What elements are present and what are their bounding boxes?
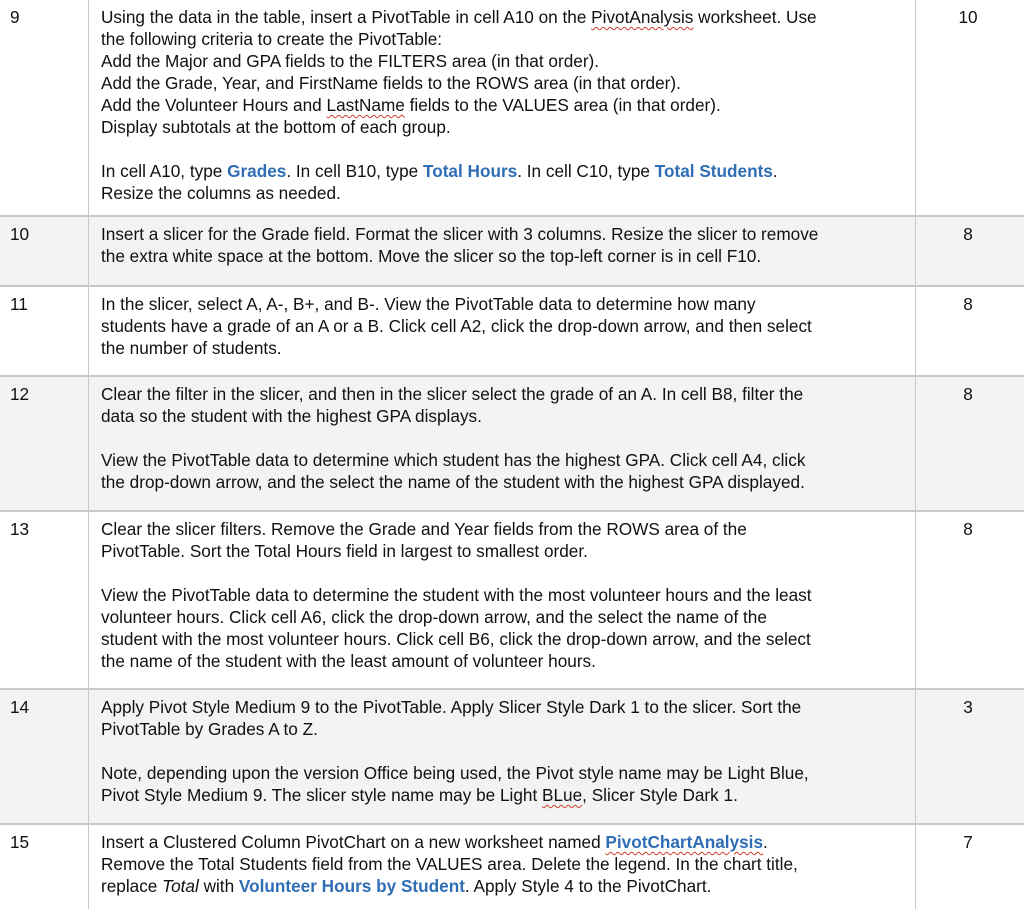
step-description bbox=[89, 824, 916, 909]
spellcheck-word: LastName bbox=[326, 95, 405, 115]
text-line: Apply Pivot Style Medium 9 to the PivotTable. Apply Slicer Style Dark 1 to the slicer. Sort the bbox=[101, 697, 802, 717]
step-number: 15 bbox=[0, 824, 89, 909]
text-line: volunteer hours. Click cell A6, click the drop-down arrow, and the select the name of the bbox=[101, 607, 767, 627]
step-points: 3 bbox=[963, 697, 973, 717]
step-points: 10 bbox=[958, 7, 978, 27]
text-line: Add the Grade, Year, and FirstName fields to the ROWS area (in that order). bbox=[101, 73, 681, 93]
table-row bbox=[0, 376, 1024, 511]
typed-value: PivotChartAnalysis bbox=[605, 832, 764, 852]
step-number: 10 bbox=[0, 216, 89, 286]
text-line: Clear the slicer filters. Remove the Grade and Year fields from the ROWS area of the bbox=[101, 519, 747, 539]
text-line: In cell A10, type Grades. In cell B10, type Total Hours. In cell C10, type Total Students. bbox=[101, 161, 778, 181]
typed-value: Total Hours bbox=[422, 161, 518, 181]
typed-value: Volunteer Hours by Student bbox=[238, 876, 465, 896]
step-points: 8 bbox=[963, 519, 973, 539]
text-line: the extra white space at the bottom. Move the slicer so the top-left corner is in cell F10. bbox=[101, 246, 762, 266]
table-row bbox=[0, 824, 1024, 909]
italic-word: Total bbox=[162, 876, 199, 896]
text-line: Display subtotals at the bottom of each group. bbox=[101, 117, 451, 137]
table-row bbox=[0, 0, 1024, 216]
text-line: data so the student with the highest GPA displays. bbox=[101, 406, 482, 426]
text-line: the number of students. bbox=[101, 338, 282, 358]
table-row bbox=[0, 689, 1024, 824]
text-line: Add the Volunteer Hours and LastName fields to the VALUES area (in that order). bbox=[101, 95, 721, 115]
step-number: 14 bbox=[0, 689, 89, 824]
text-line: replace Total with Volunteer Hours by Student. Apply Style 4 to the PivotChart. bbox=[101, 876, 712, 896]
text-line: In the slicer, select A, A-, B+, and B-. View the PivotTable data to determine how many bbox=[101, 294, 756, 314]
text-line: Using the data in the table, insert a PivotTable in cell A10 on the PivotAnalysis worksheet. Use bbox=[101, 7, 817, 27]
text-line: the following criteria to create the PivotTable: bbox=[101, 29, 443, 49]
step-points: 8 bbox=[963, 384, 973, 404]
step-description bbox=[89, 376, 916, 511]
step-number: 13 bbox=[0, 511, 89, 689]
text-line: Insert a Clustered Column PivotChart on a new worksheet named PivotChartAnalysis. bbox=[101, 832, 768, 852]
table-row bbox=[0, 216, 1024, 286]
step-points: 7 bbox=[963, 832, 973, 852]
step-points: 8 bbox=[963, 224, 973, 244]
step-description bbox=[89, 689, 916, 824]
text-line: View the PivotTable data to determine which student has the highest GPA. Click cell A4, click bbox=[101, 450, 806, 470]
text-line: Note, depending upon the version Office being used, the Pivot style name may be Light Blue, bbox=[101, 763, 809, 783]
text-line: Insert a slicer for the Grade field. Format the slicer with 3 columns. Resize the slicer to remove bbox=[101, 224, 819, 244]
step-number: 12 bbox=[0, 376, 89, 511]
text-line: Resize the columns as needed. bbox=[101, 183, 341, 203]
text-line: Add the Major and GPA fields to the FILTERS area (in that order). bbox=[101, 51, 600, 71]
text-line: the name of the student with the least amount of volunteer hours. bbox=[101, 651, 596, 671]
step-description bbox=[89, 286, 916, 376]
step-points: 8 bbox=[963, 294, 973, 314]
text-line: student with the most volunteer hours. Click cell B6, click the drop-down arrow, and the select bbox=[101, 629, 811, 649]
text-line: Remove the Total Students field from the VALUES area. Delete the legend. In the chart title, bbox=[101, 854, 798, 874]
step-description bbox=[89, 511, 916, 689]
text-line: View the PivotTable data to determine the student with the most volunteer hours and the least bbox=[101, 585, 812, 605]
text-line: students have a grade of an A or a B. Click cell A2, click the drop-down arrow, and then select bbox=[101, 316, 812, 336]
step-number: 9 bbox=[0, 0, 89, 216]
table-row bbox=[0, 286, 1024, 376]
text-line: Clear the filter in the slicer, and then in the slicer select the grade of an A. In cell B8, filter the bbox=[101, 384, 804, 404]
step-number: 11 bbox=[0, 286, 89, 376]
typed-value: Grades bbox=[227, 161, 287, 181]
table-row bbox=[0, 511, 1024, 689]
text-line: PivotTable by Grades A to Z. bbox=[101, 719, 318, 739]
text-line: PivotTable. Sort the Total Hours field in largest to smallest order. bbox=[101, 541, 588, 561]
typed-value: Total Students bbox=[654, 161, 773, 181]
spellcheck-word: BLue bbox=[542, 785, 583, 805]
text-line: Pivot Style Medium 9. The slicer style name may be Light BLue, Slicer Style Dark 1. bbox=[101, 785, 738, 805]
step-description bbox=[89, 216, 916, 286]
text-line: the drop-down arrow, and the select the name of the student with the highest GPA displayed. bbox=[101, 472, 805, 492]
spellcheck-word: PivotAnalysis bbox=[591, 7, 694, 27]
step-description bbox=[89, 0, 916, 216]
